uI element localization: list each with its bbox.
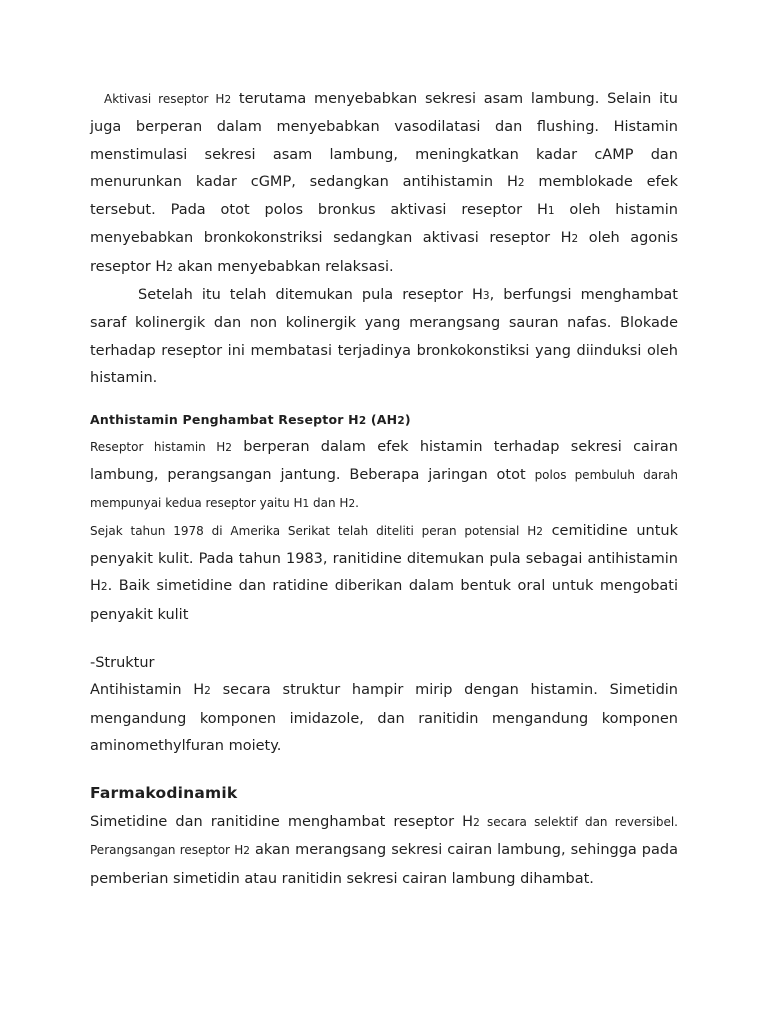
section-heading-ah2: Anthistamin Penghambat Reseptor H2 (AH2): [90, 412, 411, 427]
section-heading-struktur: -Struktur: [90, 655, 155, 671]
paragraph-history-1978: Sejak tahun 1978 di Amerika Serikat telah diteliti peran potensial H2 cemitidine untuk penyakit kulit. Pada tahun 1983, ranitidine ditemukan pula sebagai antihistamin H2. Baik simetidine dan ratidine diberikan dalam bentuk oral untuk mengobati penyakit kulit: [90, 522, 678, 623]
paragraph-h2-activation: Aktivasi reseptor H2 terutama menyebabkan sekresi asam lambung. Selain itu juga berperan dalam menyebabkan vasodilatasi dan flushing. Histamin menstimulasi sekresi asam lambung, meningkatkan kadar cAMP dan menurunkan kadar cGMP, sedangkan antihistamin H2 memblokade efek tersebut. Pada otot polos bronkus aktivasi reseptor H1 oleh histamin menyebabkan bronkokonstriksi sedangkan aktivasi reseptor H2 oleh agonis reseptor H2 akan menyebabkan relaksasi.: [90, 91, 678, 275]
section-heading-farmakodinamik: Farmakodinamik: [90, 784, 238, 802]
pharmacodynamics-section: [90, 784, 678, 802]
intro-section: [90, 86, 678, 392]
paragraph-h2-receptor-role: Reseptor histamin H2 berperan dalam efek histamin terhadap sekresi cairan lambung, perangsangan jantung. Beberapa jaringan otot polos pembuluh darah mempunyai kedua reseptor yaitu H1 dan H2.: [90, 439, 678, 510]
paragraph-h3-receptor: Setelah itu telah ditemukan pula reseptor H3, berfungsi menghambat saraf kolinergik dan non kolinergik yang merangsang sauran nafas. Blokade terhadap reseptor ini membatasi terjadinya bronkokonstiksi yang diinduksi oleh histamin.: [90, 287, 678, 386]
paragraph-pharmacodynamics: Simetidine dan ranitidine menghambat reseptor H2 secara selektif dan reversibel. Perangsangan reseptor H2 akan merangsang sekresi cairan lambung, sehingga pada pemberian simetidin atau ranitidin sekresi cairan lambung dihambat.: [90, 814, 678, 887]
paragraph-structure: Antihistamin H2 secara struktur hampir mirip dengan histamin. Simetidin mengandung komponen imidazole, dan ranitidin mengandung komponen aminomethylfuran moiety.: [90, 682, 678, 754]
ah2-section: [90, 412, 678, 427]
structure-section: [90, 650, 678, 760]
pharmacodynamics-body: [90, 809, 678, 893]
ah2-body: [90, 434, 678, 629]
